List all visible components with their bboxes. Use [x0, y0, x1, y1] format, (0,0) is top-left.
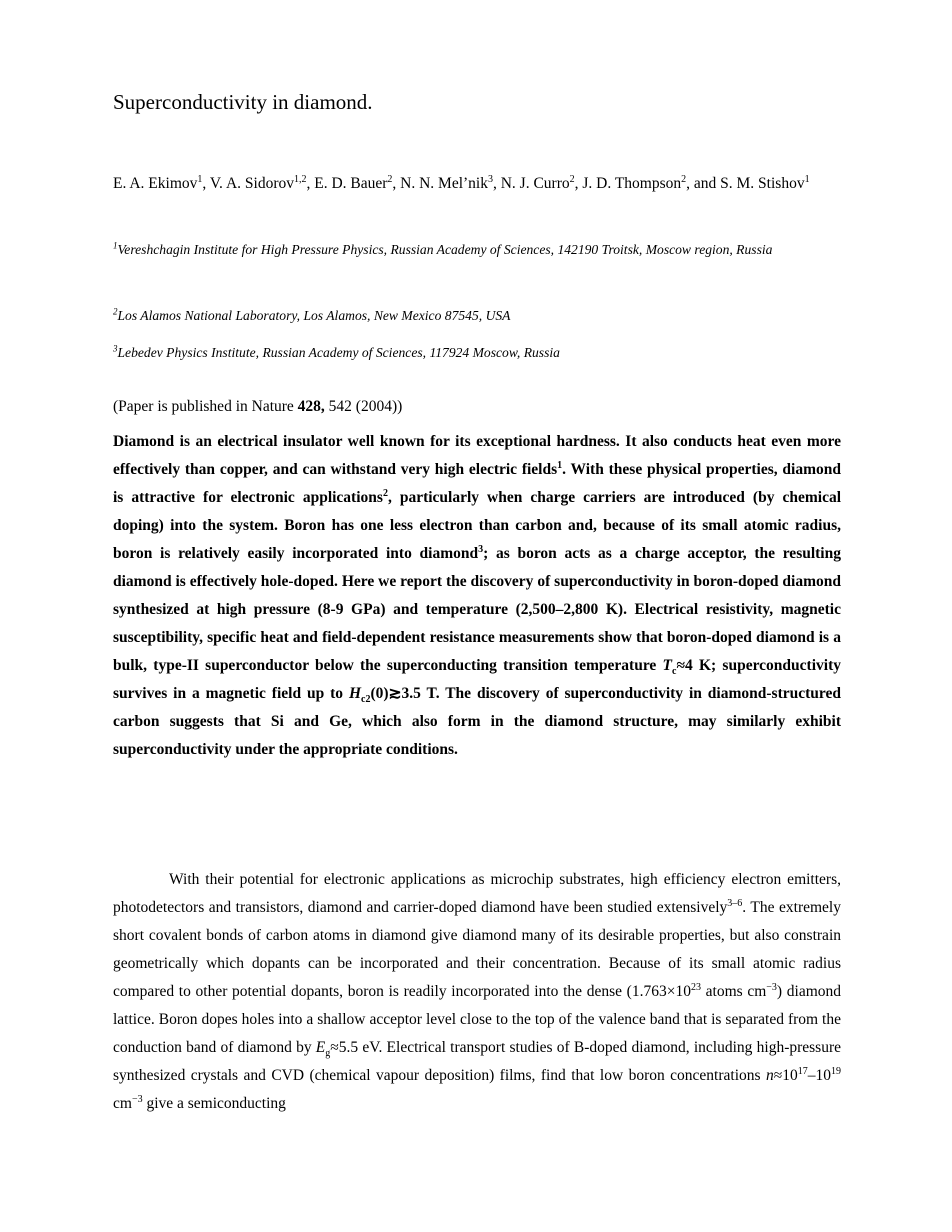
body-text: –10	[807, 1067, 831, 1084]
reference-mark: 2	[382, 487, 388, 499]
body-text: . The extremely short covalent bonds of carbon atoms in diamond give diamond many of its desirable properties, but also constrain geometrically which dopants can be incorporated and their concentration. Because of its small atomic radius compared to other potential dopants, boron is readily incorporated into the dense (1.763×10	[113, 899, 841, 1000]
affiliation-mark: 2	[113, 306, 118, 317]
affiliation-text: Lebedev Physics Institute, Russian Academy of Sciences, 117924 Moscow, Russia	[117, 345, 560, 360]
exponent: 23	[690, 981, 701, 993]
author-name: , N. N. Mel’nik	[392, 175, 488, 192]
body-text: atoms cm	[700, 983, 767, 1000]
author-affiliation-mark: 1	[197, 173, 203, 185]
reference-mark: 3–6	[727, 897, 743, 909]
n-symbol: n	[765, 1067, 774, 1084]
abstract-text: (0)≳3.5 T. The discovery of superconductivity in diamond-structured carbon suggests that Si and Ge, which also form in the diamond structure, may similarly exhibit superconductivity under the appropriate conditions.	[113, 685, 841, 758]
abstract-text: Diamond is an electrical insulator well known for its exceptional hardness. It also conducts heat even more effectively than copper, and can withstand very high electric fields	[113, 433, 841, 478]
reference-mark: 1	[557, 459, 563, 471]
affiliation-2	[113, 302, 841, 330]
body-text: cm	[113, 1095, 132, 1112]
author-name: E. A. Ekimov	[113, 175, 198, 192]
abstract-text: . With these physical properties, diamond is attractive for electronic applications	[113, 461, 841, 506]
author-affiliation-mark: 1,2	[293, 173, 307, 185]
eg-subscript: g	[325, 1048, 331, 1060]
body-text: ≈10	[773, 1067, 798, 1084]
body-text: With their potential for electronic applications as microchip substrates, high efficiency electron emitters, photodetectors and transistors, diamond and carrier-doped diamond have been studied extensively	[113, 871, 841, 916]
author-affiliation-mark: 2	[569, 173, 575, 185]
abstract-text: ≈4 K; superconductivity survives in a magnetic field up to	[113, 657, 841, 702]
publication-note	[113, 393, 402, 421]
affiliation-3	[113, 339, 841, 367]
affiliation-text: Los Alamos National Laboratory, Los Alamos, New Mexico 87545, USA	[117, 308, 511, 323]
body-text: ≈5.5 eV. Electrical transport studies of B-doped diamond, including high-pressure synthesized crystals and CVD (chemical vapour deposition) films, find that low boron concentrations	[113, 1039, 841, 1084]
exponent: −3	[131, 1093, 143, 1105]
paper-title: Superconductivity in diamond.	[113, 90, 373, 114]
body-paragraph	[113, 866, 841, 1118]
affiliation-1	[113, 236, 841, 264]
reference-mark: 3	[478, 543, 484, 555]
eg-symbol: E	[315, 1039, 326, 1056]
abstract	[113, 428, 841, 764]
affiliation-text: Vereshchagin Institute for High Pressure Physics, Russian Academy of Sciences, 142190 Troitsk, Moscow region, Russia	[117, 242, 773, 257]
author-name: , N. J. Curro	[492, 175, 570, 192]
exponent: 19	[831, 1065, 841, 1077]
publication-note-prefix: (Paper is published in Nature	[113, 398, 298, 415]
author-name: , J. D. Thompson	[574, 175, 682, 192]
exponent: 17	[797, 1065, 808, 1077]
author-affiliation-mark: 3	[487, 173, 493, 185]
author-affiliation-mark: 2	[681, 173, 687, 185]
author-name: , and S. M. Stishov	[686, 175, 805, 192]
author-name: , E. D. Bauer	[306, 175, 388, 192]
affiliation-mark: 1	[113, 240, 118, 251]
hc2-subscript: c2	[361, 694, 371, 706]
abstract-text: , particularly when charge carriers are introduced (by chemical doping) into the system. Boron has one less electron than carbon and, because of its small atomic radius, boron is relatively easily incorporated into diamond	[113, 489, 841, 562]
tc-symbol: T	[662, 657, 673, 674]
body-text: ) diamond lattice. Boron dopes holes into a shallow acceptor level close to the top of the valence band that is separated from the conduction band of diamond by	[113, 983, 842, 1056]
affiliation-mark: 3	[113, 343, 118, 354]
tc-subscript: c	[672, 666, 677, 678]
publication-note-suffix: 542 (2004))	[324, 398, 403, 415]
exponent: −3	[766, 981, 777, 993]
abstract-text: ; as boron acts as a charge acceptor, the resulting diamond is effectively hole-doped. Here we report the discovery of superconductivity in boron-doped diamond synthesized at high pressure (8-9 GPa) and temperature (2,500–2,800 K). Electrical resistivity, magnetic susceptibility, specific heat and field-dependent resistance measurements show that boron-doped diamond is a bulk, type-II superconductor below the superconducting transition temperature	[113, 545, 841, 674]
author-affiliation-mark: 1	[804, 173, 810, 185]
body-text: give a semiconducting	[142, 1095, 286, 1112]
author-name: , V. A. Sidorov	[202, 175, 294, 192]
journal-volume: 428,	[297, 398, 325, 415]
author-list	[113, 170, 841, 198]
author-affiliation-mark: 2	[387, 173, 393, 185]
hc2-symbol: H	[348, 685, 361, 702]
